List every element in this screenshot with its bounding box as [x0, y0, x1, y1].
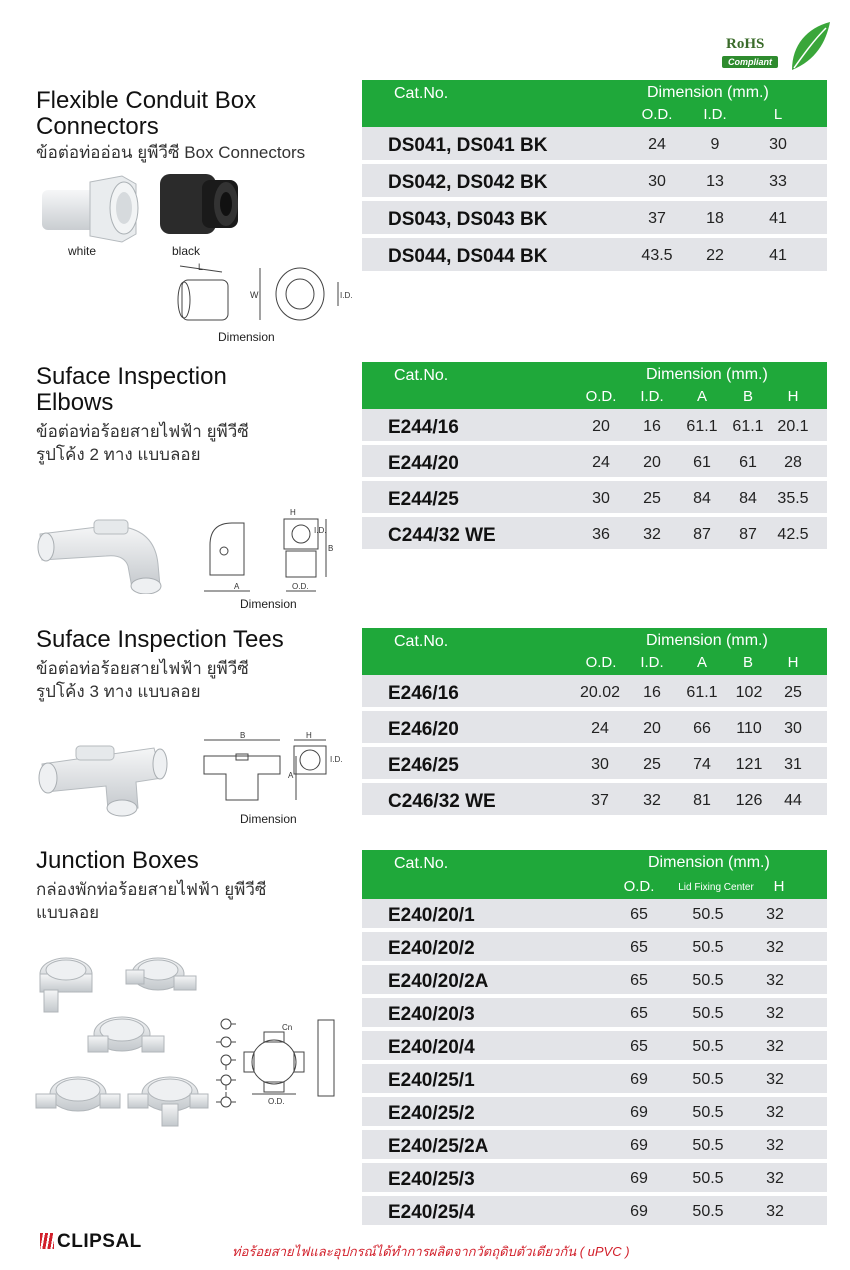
dimension-cell: 37 [591, 792, 609, 809]
rohs-badge [712, 20, 832, 72]
dimension-cell: 32 [643, 792, 661, 809]
white-connector-image [40, 168, 150, 248]
connectors-table-header [362, 80, 827, 127]
dimension-cell: 25 [643, 756, 661, 773]
cat-no-cell: E240/25/4 [388, 1202, 475, 1223]
cat-no-cell: E240/25/2 [388, 1103, 475, 1124]
dimension-cell: 69 [630, 1104, 648, 1121]
dimension-cell: 69 [630, 1170, 648, 1187]
dimension-cell: 32 [766, 1104, 784, 1121]
dimension-cell: 65 [630, 906, 648, 923]
svg-text:I.D.: I.D. [340, 291, 353, 300]
dimension-cell: 69 [630, 1137, 648, 1154]
svg-text:L: L [198, 262, 204, 272]
dimension-header: Dimension (mm.) [648, 854, 770, 871]
tee-dimension-drawing [196, 730, 356, 810]
table-row [362, 783, 827, 819]
dimension-cell: 32 [643, 526, 661, 543]
table-row [362, 445, 827, 481]
dimension-cell: 50.5 [692, 1137, 724, 1154]
dimension-cell: 32 [766, 1203, 784, 1220]
junction-dimension-drawing [214, 1008, 344, 1118]
elbows-title: Suface Inspection Elbows [36, 363, 227, 416]
cat-no-cell: E244/20 [388, 453, 459, 474]
dimension-cell: 61.1 [686, 684, 718, 701]
column-header: B [742, 388, 753, 405]
dimension-cell: 32 [766, 939, 784, 956]
dimension-cell: 42.5 [777, 526, 809, 543]
dimension-cell: 32 [766, 972, 784, 989]
junction-table-body [362, 899, 827, 1229]
elbows-subtitle: ข้อต่อท่อร้อยสายไฟฟ้า ยูพีวีซี รูปโค้ง 2 ทาง แบบลอย [36, 422, 249, 464]
dimension-cell: 41 [769, 247, 787, 264]
dimension-cell: 50.5 [692, 1071, 724, 1088]
cat-no-cell: E240/25/3 [388, 1169, 475, 1190]
dimension-cell: 18 [706, 210, 724, 227]
tees-title: Suface Inspection Tees [36, 626, 284, 653]
cat-no-cell: C246/32 WE [388, 791, 496, 812]
table-row [362, 127, 827, 164]
column-header: B [742, 654, 753, 671]
dimension-cell: 74 [693, 756, 711, 773]
tees-table-header [362, 628, 827, 675]
table-row [362, 711, 827, 747]
dimension-cell: 20.02 [579, 684, 621, 701]
dimension-cell: 20 [592, 418, 610, 435]
elbows-table [362, 362, 827, 553]
table-row [362, 932, 827, 965]
dimension-cell: 43.5 [641, 247, 673, 264]
table-row [362, 899, 827, 932]
column-header: O.D. [641, 106, 673, 123]
dimension-cell: 28 [784, 454, 802, 471]
column-header: I.D. [703, 106, 727, 123]
cat-no-cell: E244/25 [388, 489, 459, 510]
tees-table-body [362, 675, 827, 819]
rohs-compliant-label: Compliant [722, 56, 778, 68]
dimension-cell: 20.1 [777, 418, 809, 435]
cat-no-header: Cat.No. [394, 367, 449, 384]
dimension-cell: 32 [766, 906, 784, 923]
dimension-cell: 32 [766, 1170, 784, 1187]
column-header: H [773, 878, 785, 895]
dimension-cell: 35.5 [777, 490, 809, 507]
dimension-cell: 65 [630, 939, 648, 956]
rohs-label: RoHS [726, 36, 765, 52]
dimension-cell: 61.1 [732, 418, 764, 435]
dimension-cell: 30 [784, 720, 802, 737]
table-row [362, 1031, 827, 1064]
dimension-cell: 24 [592, 454, 610, 471]
column-header: Lid Fixing Center [678, 882, 754, 893]
dimension-cell: 87 [739, 526, 757, 543]
column-header: I.D. [640, 388, 664, 405]
svg-text:I.D.: I.D. [314, 526, 327, 535]
leaf-icon [782, 20, 834, 72]
dimension-cell: 69 [630, 1203, 648, 1220]
dimension-cell: 32 [766, 1071, 784, 1088]
dimension-cell: 84 [693, 490, 711, 507]
dimension-cell: 32 [766, 1137, 784, 1154]
elbows-table-body [362, 409, 827, 553]
cat-no-cell: E240/20/1 [388, 905, 475, 926]
table-row [362, 1064, 827, 1097]
cat-no-cell: E244/16 [388, 417, 459, 438]
junction-subtitle: กล่องพักท่อร้อยสายไฟฟ้า ยูพีวีซี แบบลอย [36, 880, 267, 922]
dimension-cell: 16 [643, 418, 661, 435]
dimension-cell: 50.5 [692, 1038, 724, 1055]
tee-image [36, 728, 176, 818]
dimension-cell: 61.1 [686, 418, 718, 435]
table-row [362, 164, 827, 201]
dimension-cell: 66 [693, 720, 711, 737]
dimension-cell: 50.5 [692, 1104, 724, 1121]
dimension-cell: 69 [630, 1071, 648, 1088]
table-row [362, 201, 827, 238]
cat-no-cell: E240/20/3 [388, 1004, 475, 1025]
connectors-table [362, 80, 827, 275]
cat-no-cell: E240/25/1 [388, 1070, 475, 1091]
svg-text:W: W [250, 290, 259, 300]
cat-no-cell: E246/25 [388, 755, 459, 776]
cat-no-cell: E240/25/2A [388, 1136, 489, 1157]
cat-no-cell: DS042, DS042 BK [388, 172, 548, 193]
dimension-cell: 32 [766, 1005, 784, 1022]
table-row [362, 1196, 827, 1229]
dimension-cell: 110 [736, 720, 762, 737]
cat-no-cell: E240/20/2 [388, 938, 475, 959]
column-header: O.D. [623, 878, 655, 895]
tees-subtitle: ข้อต่อท่อร้อยสายไฟฟ้า ยูพีวีซี รูปโค้ง 3 ทาง แบบลอย [36, 659, 249, 701]
svg-text:H: H [290, 508, 296, 517]
dimension-cell: 20 [643, 720, 661, 737]
dimension-cell: 25 [643, 490, 661, 507]
table-row [362, 517, 827, 553]
dimension-cell: 44 [784, 792, 802, 809]
dimension-cell: 30 [648, 173, 666, 190]
junction-boxes-image [30, 944, 210, 1134]
column-header: A [696, 654, 707, 671]
dimension-cell: 84 [739, 490, 757, 507]
table-row [362, 1163, 827, 1196]
svg-text:A: A [234, 582, 240, 591]
table-row [362, 1130, 827, 1163]
dimension-cell: 126 [735, 792, 763, 809]
tees-dimension-caption: Dimension [240, 812, 297, 826]
column-header: A [696, 388, 707, 405]
connectors-title: Flexible Conduit Box Connectors [36, 87, 257, 140]
svg-text:B: B [328, 544, 334, 553]
dimension-cell: 32 [766, 1038, 784, 1055]
connectors-table-body [362, 127, 827, 275]
dimension-cell: 20 [643, 454, 661, 471]
dimension-cell: 65 [630, 1038, 648, 1055]
cat-no-cell: E246/16 [388, 683, 459, 704]
cat-no-cell: E240/20/2A [388, 971, 489, 992]
cat-no-header: Cat.No. [394, 855, 449, 872]
black-connector-image [156, 164, 246, 244]
dimension-cell: 81 [693, 792, 711, 809]
table-row [362, 1097, 827, 1130]
dimension-cell: 13 [706, 173, 724, 190]
elbows-dimension-caption: Dimension [240, 597, 297, 611]
dimension-cell: 31 [784, 756, 802, 773]
elbow-dimension-drawing [200, 505, 350, 600]
elbows-table-header [362, 362, 827, 409]
table-row [362, 965, 827, 998]
dimension-cell: 16 [643, 684, 661, 701]
dimension-cell: 37 [648, 210, 666, 227]
footer-note: ท่อร้อยสายไฟและอุปกรณ์ได้ทำการผลิตจากวัตถุดิบตัวเดียวกัน ( uPVC ) [232, 1244, 630, 1259]
dimension-cell: 50.5 [692, 939, 724, 956]
connectors-dimension-caption: Dimension [218, 330, 275, 344]
column-header: H [787, 654, 799, 671]
cat-no-cell: DS044, DS044 BK [388, 246, 548, 267]
svg-text:I.D.: I.D. [330, 755, 343, 764]
dimension-cell: 41 [769, 210, 787, 227]
svg-text:O.D.: O.D. [292, 582, 309, 591]
dimension-cell: 65 [630, 1005, 648, 1022]
column-header: O.D. [585, 388, 617, 405]
junction-table [362, 850, 827, 1229]
table-row [362, 998, 827, 1031]
svg-text:A: A [288, 771, 294, 780]
dimension-cell: 36 [592, 526, 610, 543]
column-header: H [787, 388, 799, 405]
dimension-cell: 30 [592, 490, 610, 507]
table-row [362, 481, 827, 517]
table-row [362, 238, 827, 275]
clipsal-logo: CLIPSAL [40, 1231, 142, 1253]
svg-text:B: B [240, 731, 246, 740]
dimension-header: Dimension (mm.) [646, 366, 768, 383]
cat-no-cell: E240/20/4 [388, 1037, 475, 1058]
cat-no-cell: E246/20 [388, 719, 459, 740]
dimension-cell: 33 [769, 173, 787, 190]
dimension-cell: 22 [706, 247, 724, 264]
dimension-cell: 9 [710, 136, 720, 153]
dimension-header: Dimension (mm.) [646, 632, 768, 649]
tees-table [362, 628, 827, 819]
column-header: I.D. [640, 654, 664, 671]
dimension-cell: 50.5 [692, 1005, 724, 1022]
dimension-cell: 121 [735, 756, 763, 773]
dimension-cell: 102 [735, 684, 763, 701]
elbow-image [36, 504, 176, 594]
svg-text:O.D.: O.D. [268, 1097, 285, 1106]
dimension-cell: 65 [630, 972, 648, 989]
cat-no-header: Cat.No. [394, 85, 449, 102]
column-header: O.D. [585, 654, 617, 671]
connectors-subtitle: ข้อต่อท่ออ่อน ยูพีวีซี Box Connectors [36, 143, 306, 162]
dimension-header: Dimension (mm.) [647, 84, 769, 101]
dimension-cell: 24 [591, 720, 609, 737]
table-row [362, 747, 827, 783]
dimension-cell: 50.5 [692, 1170, 724, 1187]
table-row [362, 675, 827, 711]
cat-no-header: Cat.No. [394, 633, 449, 650]
svg-text:Cn: Cn [282, 1023, 293, 1032]
black-caption: black [172, 244, 201, 258]
dimension-cell: 24 [648, 136, 666, 153]
clipsal-mark-icon [40, 1233, 54, 1249]
dimension-cell: 25 [784, 684, 802, 701]
dimension-cell: 87 [693, 526, 711, 543]
column-header: L [773, 106, 783, 123]
junction-table-header [362, 850, 827, 899]
cat-no-cell: DS043, DS043 BK [388, 209, 548, 230]
dimension-cell: 50.5 [692, 972, 724, 989]
connector-dimension-drawing [172, 258, 362, 330]
dimension-cell: 30 [591, 756, 609, 773]
cat-no-cell: DS041, DS041 BK [388, 135, 548, 156]
cat-no-cell: C244/32 WE [388, 525, 496, 546]
dimension-cell: 50.5 [692, 1203, 724, 1220]
junction-title: Junction Boxes [36, 847, 199, 874]
dimension-cell: 50.5 [692, 906, 724, 923]
table-row [362, 409, 827, 445]
dimension-cell: 61 [739, 454, 757, 471]
svg-text:H: H [306, 731, 312, 740]
dimension-cell: 30 [769, 136, 787, 153]
white-caption: white [68, 244, 97, 258]
dimension-cell: 61 [693, 454, 711, 471]
